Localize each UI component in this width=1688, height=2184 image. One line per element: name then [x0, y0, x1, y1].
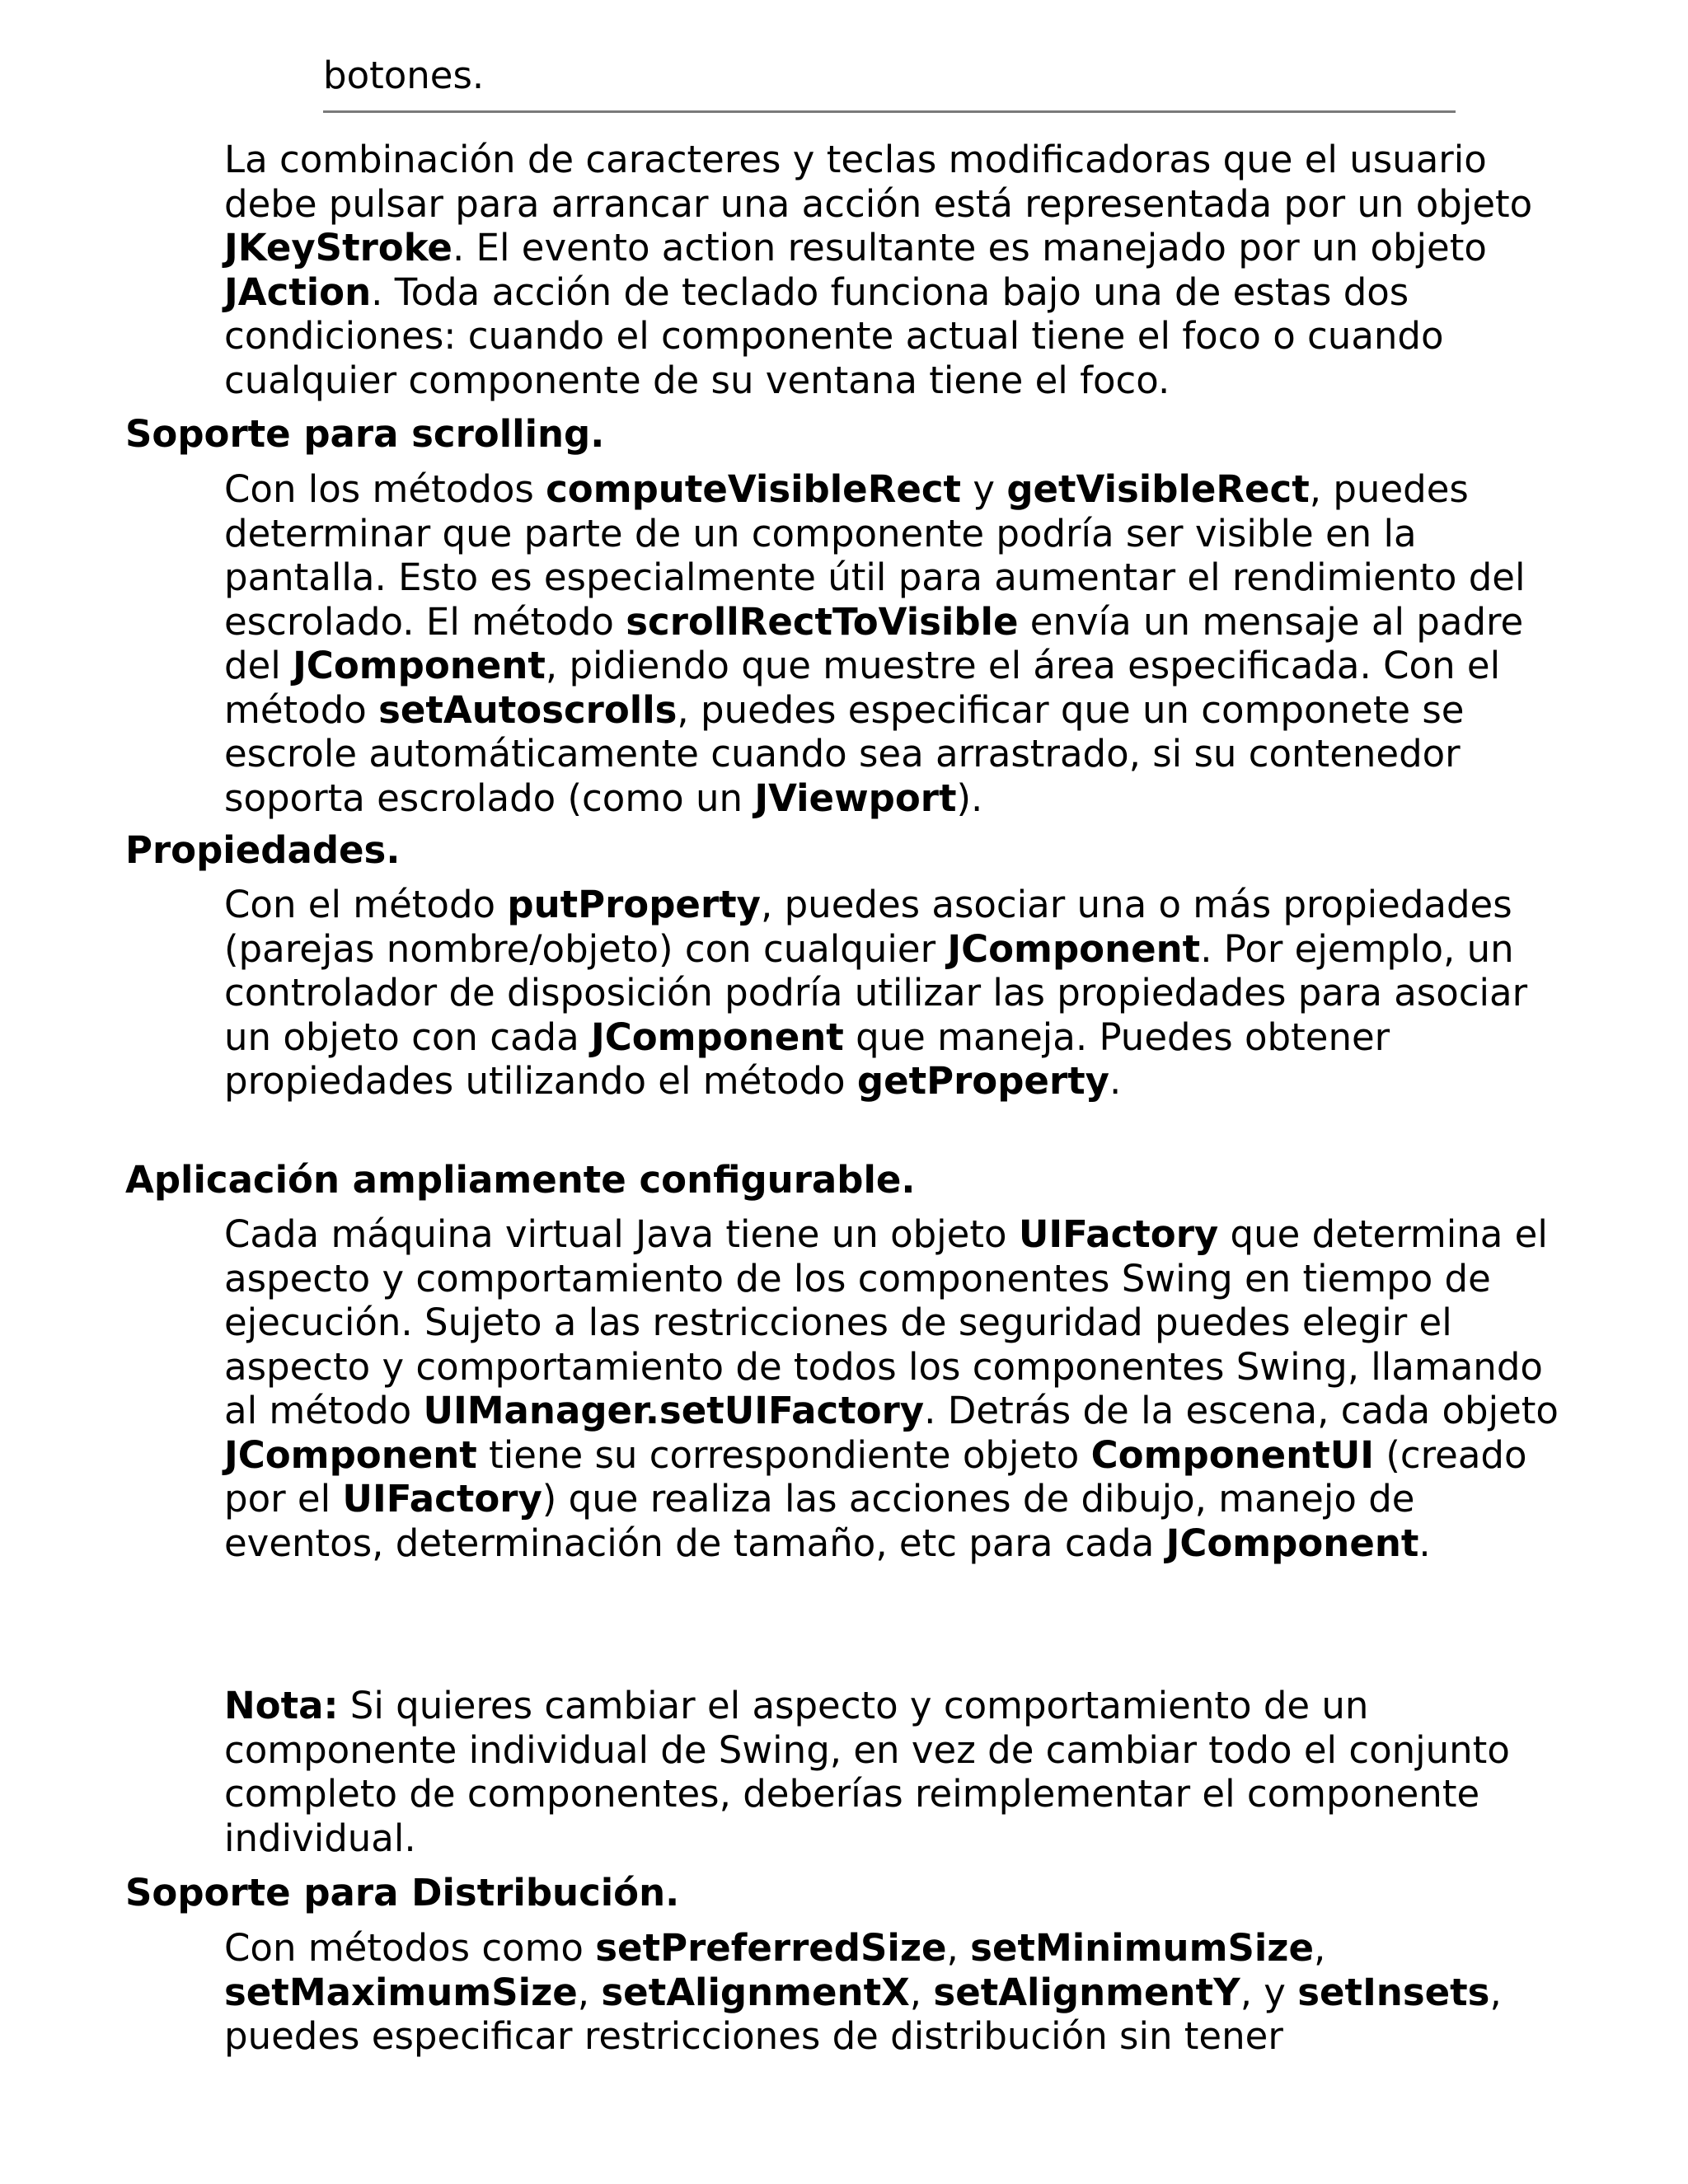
- text-run: Cada máquina virtual Java tiene un objeto: [224, 1212, 1019, 1256]
- text-run: Con los métodos: [224, 467, 546, 511]
- code-term: scrollRectToVisible: [626, 599, 1019, 644]
- paragraph-configurable: [224, 1212, 1576, 1565]
- text-run: (creado por el: [224, 1432, 1527, 1521]
- code-term: setAlignmentX: [601, 1970, 910, 2014]
- code-term: computeVisibleRect: [546, 467, 962, 511]
- text-run: .: [1109, 1059, 1122, 1103]
- heading-distribucion: Soporte para Distribución.: [125, 1871, 680, 1915]
- code-term: JComponent: [293, 644, 546, 687]
- text-run: ,: [946, 1926, 971, 1970]
- code-term: setPreferredSize: [595, 1926, 947, 1970]
- text-run: . Por ejemplo, un controlador de disposición podría utilizar las propiedades para asociar un objeto con cada: [224, 926, 1528, 1059]
- heading-propiedades: Propiedades.: [125, 828, 401, 872]
- code-term: getProperty: [856, 1059, 1109, 1103]
- text-run: que maneja. Puedes obtener propiedades utilizando el método: [224, 1015, 1390, 1103]
- code-term: JComponent: [590, 1015, 844, 1059]
- code-term: JComponent: [1165, 1521, 1419, 1565]
- code-term: ComponentUI: [1090, 1432, 1375, 1477]
- text-run: que determina el aspecto y comportamiento de los componentes Swing en tiempo de ejecución. Sujeto a las restricciones de seguridad puedes elegir el aspecto y comportamiento de todos los componentes Swing, llamando al método: [224, 1212, 1548, 1432]
- text-run: envía un mensaje al padre del: [224, 599, 1524, 687]
- heading-scrolling: Soporte para scrolling.: [125, 412, 605, 456]
- text-run: . Detrás de la escena, cada objeto: [924, 1389, 1559, 1432]
- code-term: JKeyStroke: [224, 226, 452, 269]
- code-term: UIManager.setUIFactory: [423, 1389, 925, 1432]
- text-run: .: [1418, 1521, 1431, 1565]
- paragraph-keystroke: [224, 138, 1576, 402]
- text-run: , puedes determinar que parte de un componente podría ser visible en la pantalla. Esto es especialmente útil para aumentar el rendimiento del escrolado. El método: [224, 467, 1526, 644]
- code-term: JViewport: [754, 776, 957, 820]
- code-term: setAutoscrolls: [378, 687, 678, 732]
- text-run: . Toda acción de teclado funciona bajo una de estas dos condiciones: cuando el componente actual tiene el foco o cuando cualquier componente de su ventana tiene el foco.: [224, 269, 1444, 402]
- text-run: ,: [1314, 1926, 1326, 1970]
- text-run: Con el método: [224, 883, 508, 926]
- text-run: ,: [577, 1970, 602, 2014]
- code-term: putProperty: [507, 883, 761, 926]
- text-run: , puedes especificar que un componete se escrole automáticamente cuando sea arrastrado, si su contenedor soporta escrolado (como un: [224, 687, 1465, 820]
- code-term: JAction: [224, 269, 372, 314]
- note-paragraph: [224, 1684, 1576, 1860]
- text-run: ,: [909, 1970, 934, 2014]
- code-term: JComponent: [947, 926, 1201, 971]
- text-run: Con métodos como: [224, 1926, 596, 1970]
- text-run: , pidiendo que muestre el área especificada. Con el método: [224, 644, 1501, 732]
- text-run: y: [961, 467, 1007, 511]
- continued-text: botones.: [323, 54, 485, 97]
- text-run: , y: [1240, 1970, 1298, 2014]
- code-term: setMaximumSize: [224, 1970, 578, 2014]
- paragraph-propiedades: [224, 883, 1576, 1104]
- text-run: ) que realiza las acciones de dibujo, manejo de eventos, determinación de tamaño, etc para cada: [224, 1477, 1415, 1565]
- text-run: . El evento action resultante es manejado por un objeto: [452, 226, 1487, 269]
- code-term: UIFactory: [342, 1477, 542, 1521]
- paragraph-scrolling: [224, 467, 1576, 820]
- text-run: ).: [956, 776, 983, 820]
- heading-configurable: Aplicación ampliamente configurable.: [125, 1158, 916, 1202]
- text-run: tiene su correspondiente objeto: [476, 1432, 1091, 1477]
- text-run: , puedes especificar restricciones de distribución sin tener: [224, 1970, 1502, 2058]
- text-run: Si quieres cambiar el aspecto y comportamiento de un componente individual de Swing, en vez de cambiar todo el conjunto completo de componentes, deberías reimplementar el componente individual.: [224, 1684, 1510, 1860]
- horizontal-rule: [323, 110, 1456, 113]
- code-term: getVisibleRect: [1006, 467, 1310, 511]
- text-run: La combinación de caracteres y teclas modificadoras que el usuario debe pulsar para arrancar una acción está representada por un objeto: [224, 138, 1533, 226]
- note-label: Nota:: [224, 1684, 339, 1727]
- text-run: , puedes asociar una o más propiedades (parejas nombre/objeto) con cualquier: [224, 883, 1512, 971]
- code-term: UIFactory: [1018, 1212, 1219, 1256]
- code-term: setAlignmentY: [933, 1970, 1240, 2014]
- code-term: JComponent: [224, 1432, 477, 1477]
- code-term: setInsets: [1297, 1970, 1490, 2014]
- code-term: setMinimumSize: [970, 1926, 1314, 1970]
- paragraph-distribucion: [224, 1926, 1576, 2059]
